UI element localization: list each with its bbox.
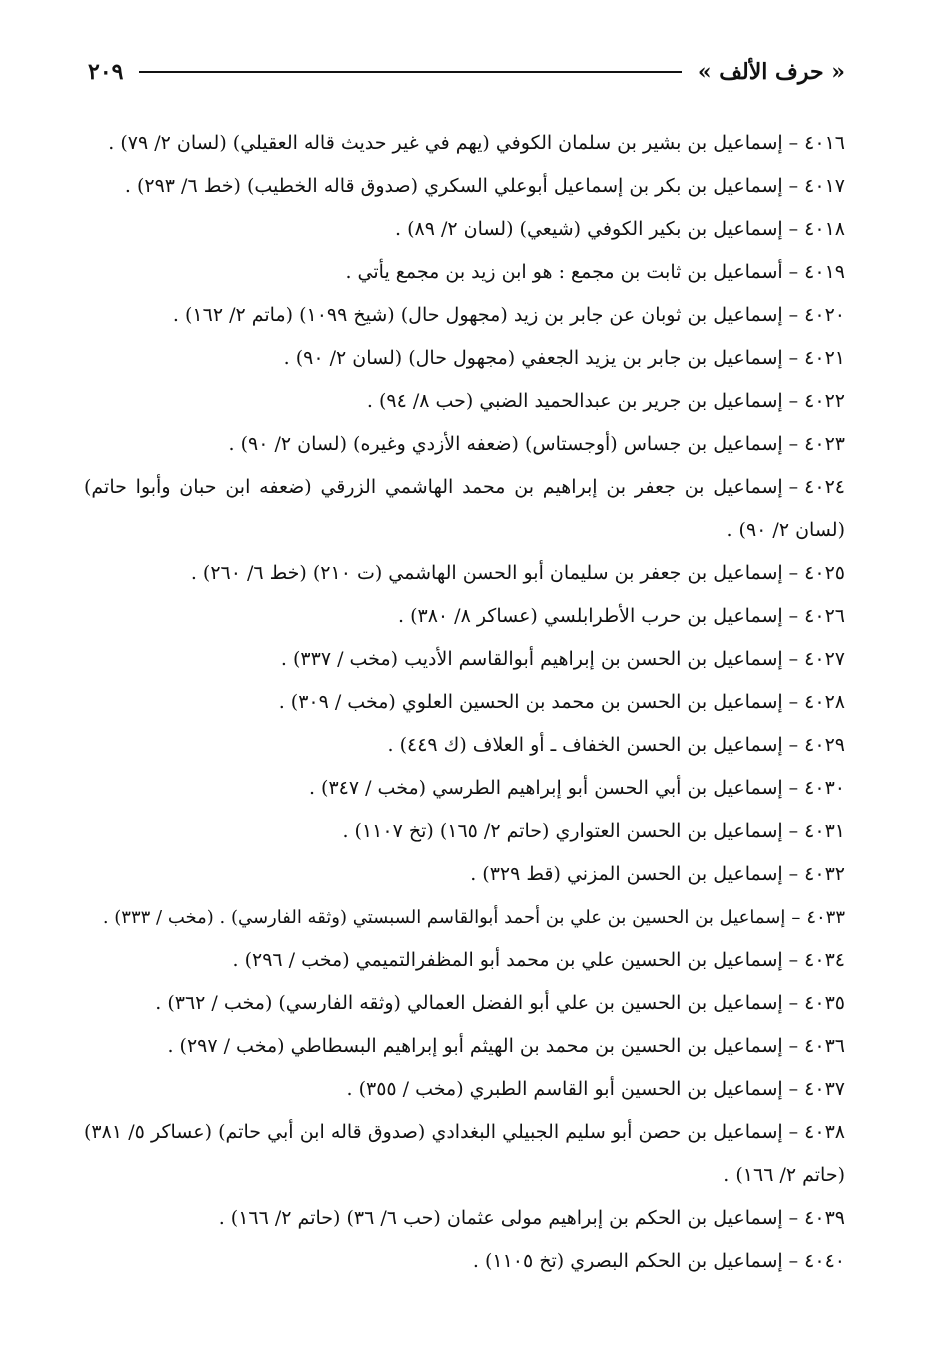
entry-number: ٤٠٢٨ xyxy=(804,691,845,713)
entry-text: إسماعيل بن جعفر بن سليمان أبو الحسن الهاشمي (ت ٢١٠) (خط ٦/ ٢٦٠) . xyxy=(190,562,783,584)
list-item: ٤٠١٨–إسماعيل بن بكير الكوفي (شيعي) (لسان ٢/ ٨٩) . xyxy=(394,218,845,240)
list-item: ٤٠٢٣–إسماعيل بن جساس (أوجستاس) (ضعفه الأزدي وغيره) (لسان ٢/ ٩٠) . xyxy=(228,433,845,455)
entry-number: ٤٠٣٠ xyxy=(804,777,845,799)
entry-text: إسماعيل بن الحسن المزني (قط ٣٢٩) . xyxy=(470,863,783,885)
entry-number: ٤٠٢٤ xyxy=(804,476,845,498)
entry-text: إسماعيل بن جابر بن يزيد الجعفي (مجهول حال) (لسان ٢/ ٩٠) . xyxy=(283,347,783,369)
entry-text: إسماعيل بن بكير الكوفي (شيعي) (لسان ٢/ ٨٩) . xyxy=(394,218,783,240)
page-header xyxy=(88,52,845,92)
chapter-title: « حرف الألف » xyxy=(697,59,845,85)
list-item: ٤٠١٩–أسماعيل بن ثابت بن مجمع : هو ابن زيد بن مجمع يأتي . xyxy=(345,261,845,283)
entry-text: إسماعيل بن جعفر بن إبراهيم بن محمد الهاشمي الزرقي (ضعفه ابن حبان وأبوا حاتم) (لسان ٢/ ٩٠) . xyxy=(84,476,845,541)
entry-number: ٤٠١٧ xyxy=(804,175,845,197)
entry-text: إسماعيل بن حصن أبو سليم الجبيلي البغدادي (صدوق قاله ابن أبي حاتم) (عساكر ٥/ ٣٨١) (حاتم ٢/ ١٦٦) . xyxy=(84,1121,845,1186)
entry-number: ٤٠٣١ xyxy=(804,820,845,842)
entry-text: أسماعيل بن ثابت بن مجمع : هو ابن زيد بن مجمع يأتي . xyxy=(345,261,783,283)
entry-number: ٤٠٢٥ xyxy=(804,562,845,584)
entry-number: ٤٠٣٨ xyxy=(804,1121,845,1143)
entry-text: إسماعيل بن الحكم البصري (تخ ١١٠٥) . xyxy=(472,1250,783,1272)
list-item: ٤٠٣٩–إسماعيل بن الحكم بن إبراهيم مولى عثمان (حب ٦/ ٣٦) (حاتم ٢/ ١٦٦) . xyxy=(218,1207,845,1229)
entry-text: إسماعيل بن الحسين بن علي بن أحمد أبوالقاسم السبستي (وثقه الفارسي) . (مخب / ٣٣٣) . xyxy=(102,907,786,928)
entry-number: ٤٠٢٢ xyxy=(804,390,845,412)
entry-number: ٤٠١٨ xyxy=(804,218,845,240)
entry-number: ٤٠٣٧ xyxy=(804,1078,845,1100)
list-item: ٤٠٢٩–إسماعيل بن الحسن الخفاف ـ أو العلاف (ك ٤٤٩) . xyxy=(387,734,845,756)
list-item: ٤٠٣١–إسماعيل بن الحسن العتواري (حاتم ٢/ ١٦٥) (تخ ١١٠٧) . xyxy=(342,820,845,842)
list-item: ٤٠٣٧–إسماعيل بن الحسين أبو القاسم الطبري (مخب / ٣٥٥) . xyxy=(346,1078,845,1100)
list-item: ٤٠٢٧–إسماعيل بن الحسن بن إبراهيم أبوالقاسم الأديب (مخب / ٣٣٧) . xyxy=(280,648,845,670)
entry-text: إسماعيل بن الحسن العتواري (حاتم ٢/ ١٦٥) (تخ ١١٠٧) . xyxy=(342,820,783,842)
entry-text: إسماعيل بن أبي الحسن أبو إبراهيم الطرسي (مخب / ٣٤٧) . xyxy=(308,777,783,799)
list-item: ٤٠٢٥–إسماعيل بن جعفر بن سليمان أبو الحسن الهاشمي (ت ٢١٠) (خط ٦/ ٢٦٠) . xyxy=(190,562,845,584)
entry-number: ٤٠٢٧ xyxy=(804,648,845,670)
entry-number: ٤٠٣٥ xyxy=(804,992,845,1014)
entry-number: ٤٠٣٤ xyxy=(804,949,845,971)
list-item: ٤٠٤٠–إسماعيل بن الحكم البصري (تخ ١١٠٥) . xyxy=(472,1250,845,1272)
entry-text: إسماعيل بن الحسين بن محمد بن الهيثم أبو إبراهيم البسطاطي (مخب / ٢٩٧) . xyxy=(167,1035,783,1057)
list-item: ٤٠٢٢–إسماعيل بن جرير بن عبدالحميد الضبي (حب ٨/ ٩٤) . xyxy=(366,390,845,412)
list-item: ٤٠٢٠–إسماعيل بن ثوبان عن جابر بن زيد (مجهول حال) (شيخ ١٠٩٩) (ماتم ٢/ ١٦٢) . xyxy=(172,304,845,326)
entry-number: ٤٠١٦ xyxy=(804,132,845,154)
list-item: ٤٠٢٨–إسماعيل بن الحسن بن محمد بن الحسين العلوي (مخب / ٣٠٩) . xyxy=(278,691,845,713)
list-item: ٤٠٣٥–إسماعيل بن الحسين بن علي أبو الفضل العمالي (وثقه الفارسي) (مخب / ٣٦٢) . xyxy=(155,992,845,1014)
entry-number: ٤٠٢١ xyxy=(804,347,845,369)
header-rule xyxy=(139,71,681,73)
entry-number: ٤٠٣٣ xyxy=(806,907,845,928)
entry-number: ٤٠٣٢ xyxy=(804,863,845,885)
entry-text: إسماعيل بن الحسن بن إبراهيم أبوالقاسم الأديب (مخب / ٣٣٧) . xyxy=(280,648,783,670)
list-item: ٤٠٣٠–إسماعيل بن أبي الحسن أبو إبراهيم الطرسي (مخب / ٣٤٧) . xyxy=(308,777,845,799)
list-item: ٤٠٣٣–إسماعيل بن الحسين بن علي بن أحمد أبوالقاسم السبستي (وثقه الفارسي) . (مخب / ٣٣٣) . xyxy=(102,907,845,928)
entry-text: إسماعيل بن الحكم بن إبراهيم مولى عثمان (حب ٦/ ٣٦) (حاتم ٢/ ١٦٦) . xyxy=(218,1207,783,1229)
list-item: ٤٠٢٤–إسماعيل بن جعفر بن إبراهيم بن محمد الهاشمي الزرقي (ضعفه ابن حبان وأبوا حاتم) (لسان ٢/ ٩٠) . xyxy=(84,476,845,541)
entry-text: إسماعيل بن ثوبان عن جابر بن زيد (مجهول حال) (شيخ ١٠٩٩) (ماتم ٢/ ١٦٢) . xyxy=(172,304,783,326)
entry-number: ٤٠٣٦ xyxy=(804,1035,845,1057)
list-item: ٤٠٢٦–إسماعيل بن حرب الأطرابلسي (عساكر ٨/ ٣٨٠) . xyxy=(397,605,845,627)
list-item: ٤٠٣٤–إسماعيل بن الحسين علي بن محمد أبو المظفرالتميمي (مخب / ٢٩٦) . xyxy=(232,949,845,971)
entry-number: ٤٠٢٦ xyxy=(804,605,845,627)
entry-list xyxy=(84,122,845,1283)
list-item: ٤٠٣٢–إسماعيل بن الحسن المزني (قط ٣٢٩) . xyxy=(470,863,845,885)
list-item: ٤٠١٧–إسماعيل بن بكر بن إسماعيل أبوعلي السكري (صدوق قاله الخطيب) (خط ٦/ ٢٩٣) . xyxy=(124,175,845,197)
list-item: ٤٠٣٦–إسماعيل بن الحسين بن محمد بن الهيثم أبو إبراهيم البسطاطي (مخب / ٢٩٧) . xyxy=(167,1035,845,1057)
entry-text: إسماعيل بن جساس (أوجستاس) (ضعفه الأزدي وغيره) (لسان ٢/ ٩٠) . xyxy=(228,433,783,455)
entry-text: إسماعيل بن الحسين علي بن محمد أبو المظفرالتميمي (مخب / ٢٩٦) . xyxy=(232,949,783,971)
entry-text: إسماعيل بن بكر بن إسماعيل أبوعلي السكري (صدوق قاله الخطيب) (خط ٦/ ٢٩٣) . xyxy=(124,175,783,197)
entry-number: ٤٠٢٣ xyxy=(804,433,845,455)
list-item: ٤٠٣٨–إسماعيل بن حصن أبو سليم الجبيلي البغدادي (صدوق قاله ابن أبي حاتم) (عساكر ٥/ ٣٨١) (حاتم ٢/ ١٦٦) . xyxy=(84,1121,845,1186)
entry-text: إسماعيل بن بشير بن سلمان الكوفي (يهم في غير حديث قاله العقيلي) (لسان ٢/ ٧٩) . xyxy=(108,132,783,154)
entry-number: ٤٠٢٩ xyxy=(804,734,845,756)
entry-number: ٤٠١٩ xyxy=(804,261,845,283)
entry-text: إسماعيل بن الحسن بن محمد بن الحسين العلوي (مخب / ٣٠٩) . xyxy=(278,691,783,713)
entry-text: إسماعيل بن الحسين بن علي أبو الفضل العمالي (وثقه الفارسي) (مخب / ٣٦٢) . xyxy=(155,992,783,1014)
list-item: ٤٠٢١–إسماعيل بن جابر بن يزيد الجعفي (مجهول حال) (لسان ٢/ ٩٠) . xyxy=(283,347,845,369)
entry-text: إسماعيل بن جرير بن عبدالحميد الضبي (حب ٨/ ٩٤) . xyxy=(366,390,783,412)
entry-text: إسماعيل بن الحسن الخفاف ـ أو العلاف (ك ٤٤٩) . xyxy=(387,734,783,756)
entry-number: ٤٠٤٠ xyxy=(804,1250,845,1272)
entry-text: إسماعيل بن حرب الأطرابلسي (عساكر ٨/ ٣٨٠) . xyxy=(397,605,783,627)
page-number: ٢٠٩ xyxy=(88,59,124,85)
entry-number: ٤٠٢٠ xyxy=(804,304,845,326)
entry-number: ٤٠٣٩ xyxy=(804,1207,845,1229)
entry-text: إسماعيل بن الحسين أبو القاسم الطبري (مخب / ٣٥٥) . xyxy=(346,1078,783,1100)
list-item: ٤٠١٦–إسماعيل بن بشير بن سلمان الكوفي (يهم في غير حديث قاله العقيلي) (لسان ٢/ ٧٩) . xyxy=(108,132,845,154)
